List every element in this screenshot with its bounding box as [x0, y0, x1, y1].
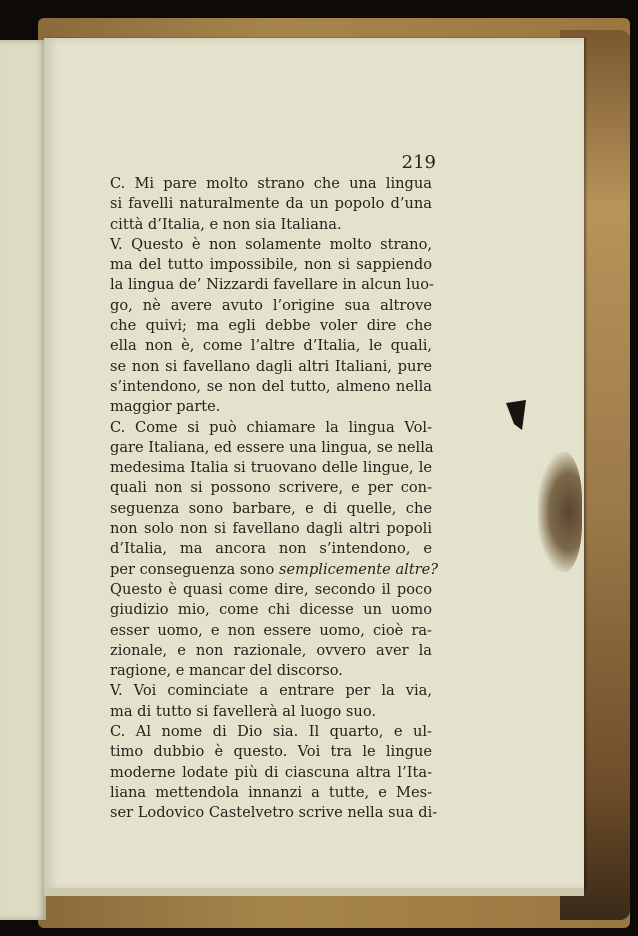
- text-line: seguenza sono barbare, e di quelle, che: [110, 499, 432, 517]
- text-line: ella non è, come l’altre d’Italia, le quali,: [110, 337, 432, 355]
- text-line: medesima Italia si truovano delle lingue, le: [110, 459, 432, 477]
- text-line: città d’Italia, e non sia Italiana.: [110, 215, 342, 233]
- text-line: V. Questo è non solamente molto strano,: [110, 235, 432, 253]
- facing-page-edge: [0, 40, 46, 920]
- text-line: ma del tutto impossibile, non si sappiendo: [110, 256, 432, 274]
- text-line: moderne lodate più di ciascuna altra l’Ita-: [110, 763, 432, 781]
- text-line-with-italic: [110, 560, 439, 580]
- text-line: gare Italiana, ed essere una lingua, se nella: [110, 438, 434, 456]
- text-line: ragione, e mancar del discorso.: [110, 662, 343, 680]
- italic-phrase: semplicemente altre?: [278, 560, 439, 578]
- text-line: C. Al nome di Dio sia. Il quarto, e ul-: [110, 723, 432, 741]
- text-line: non solo non si favellano dagli altri popoli: [110, 520, 432, 538]
- text-segment: per conseguenza sono: [110, 560, 275, 578]
- body-text: [110, 174, 439, 824]
- text-line: se non si favellano dagli altri Italiani, pure: [110, 357, 432, 375]
- text-line: liana mettendola innanzi a tutte, e Mes-: [110, 783, 432, 801]
- text-line: zionale, e non razionale, ovvero aver la: [110, 641, 432, 659]
- text-line: che quivi; ma egli debbe voler dire che: [110, 317, 432, 335]
- page-number: 219: [401, 152, 436, 173]
- text-line: esser uomo, e non essere uomo, cioè ra-: [110, 621, 432, 639]
- text-line: V. Voi cominciate a entrare per la via,: [110, 682, 432, 700]
- water-stain: [538, 452, 582, 572]
- text-line: d’Italia, ma ancora non s’intendono, e: [110, 540, 432, 558]
- text-line: quali non si possono scrivere, e per con-: [110, 479, 432, 497]
- text-line: go, nè avere avuto l’origine sua altrove: [110, 296, 432, 314]
- text-line: si favelli naturalmente da un popolo d’una: [110, 195, 432, 213]
- text-line: la lingua de’ Nizzardi favellare in alcun luo-: [110, 276, 434, 294]
- text-line: giudizio mio, come chi dicesse un uomo: [110, 601, 432, 619]
- text-line: Questo è quasi come dire, secondo il poco: [110, 580, 432, 598]
- text-line: C. Mi pare molto strano che una lingua: [110, 175, 432, 192]
- text-line: maggior parte.: [110, 398, 221, 416]
- text-line: ser Lodovico Castelvetro scrive nella sua di-: [110, 804, 438, 822]
- text-line: ma di tutto si favellerà al luogo suo.: [110, 702, 376, 720]
- page-edge: [44, 888, 584, 896]
- text-line: C. Come si può chiamare la lingua Vol-: [110, 418, 432, 436]
- text-line: s’intendono, se non del tutto, almeno nella: [110, 377, 432, 395]
- text-line: timo dubbio è questo. Voi tra le lingue: [110, 743, 432, 761]
